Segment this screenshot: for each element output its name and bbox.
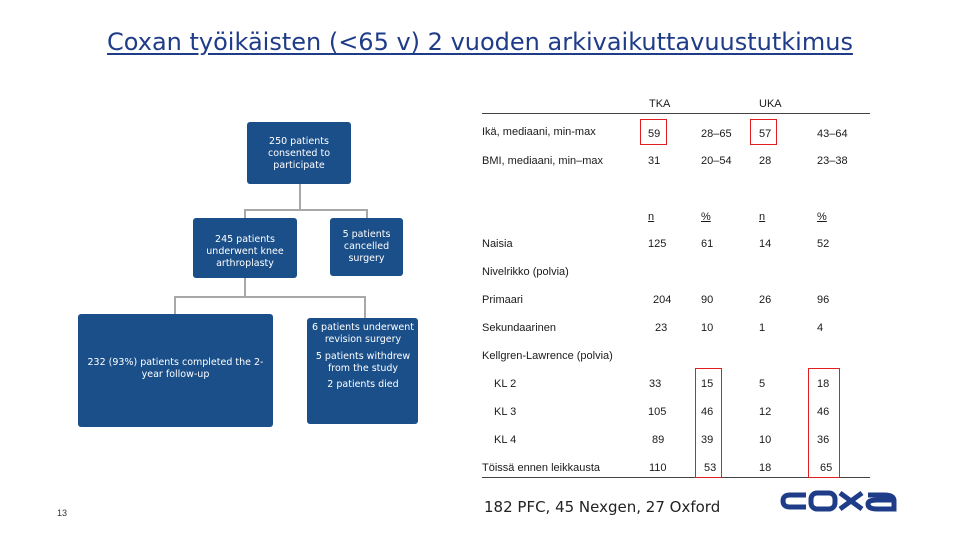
highlight-tka-kl-pct	[695, 368, 722, 478]
row-label-age: Ikä, mediaani, min-max	[482, 126, 596, 138]
connector	[174, 296, 366, 298]
row-label-bmi: BMI, mediaani, min–max	[482, 155, 604, 167]
cell-sekundaarinen-tka-n: 23	[655, 322, 668, 334]
page-number: 13	[57, 508, 68, 518]
header-tka: TKA	[649, 98, 671, 110]
row-label-kl3: KL 3	[494, 406, 517, 418]
cell-kl4-tka-n: 89	[652, 434, 665, 446]
flow-box-completed	[78, 314, 273, 427]
header-uka: UKA	[759, 98, 782, 110]
connector	[244, 278, 246, 298]
cell-primaari-uka-pct: 96	[817, 294, 830, 306]
flow-cancelled-text: 5 patients cancelled surgery	[342, 229, 391, 264]
cell-naisia-uka-n: 14	[759, 238, 772, 250]
cell-kl2-tka-pct: 15	[701, 378, 714, 390]
slide-title: Coxan työikäisten (<65 v) 2 vuoden arkivaikuttavuustutkimus	[107, 28, 853, 56]
implant-summary: 182 PFC, 45 Nexgen, 27 Oxford	[484, 498, 721, 516]
cell-naisia-uka-pct: 52	[817, 238, 830, 250]
row-label-primaari: Primaari	[482, 294, 523, 306]
flow-withdrew-text: 5 patients withdrew from the study	[315, 351, 411, 374]
cell-kl2-uka-n: 5	[759, 378, 766, 390]
cell-kl4-tka-pct: 39	[701, 434, 714, 446]
cell-naisia-tka-n: 125	[648, 238, 667, 250]
connector	[366, 209, 368, 218]
cell-bmi-tka-range: 20–54	[701, 155, 732, 167]
coxa-wordmark-icon	[780, 488, 900, 514]
cell-kl3-uka-n: 12	[759, 406, 772, 418]
highlight-uka-kl-pct	[808, 368, 840, 478]
row-label-naisia: Naisia	[482, 238, 513, 250]
subheader-tka-n: n	[648, 211, 655, 223]
row-label-kl2: KL 2	[494, 378, 517, 390]
cell-age-uka-median: 57	[759, 128, 772, 140]
cell-toissa-uka-pct: 65	[820, 462, 833, 474]
flow-completed-text: 232 (93%) patients completed the 2-year follow-up	[87, 357, 264, 380]
row-label-kellgren-lawrence: Kellgren-Lawrence (polvia)	[482, 350, 613, 362]
cell-age-tka-median: 59	[648, 128, 661, 140]
cell-kl3-tka-n: 105	[648, 406, 667, 418]
row-label-toissa: Töissä ennen leikkausta	[482, 462, 601, 474]
flow-box-consented	[247, 122, 351, 184]
cell-kl3-tka-pct: 46	[701, 406, 714, 418]
connector	[364, 296, 366, 318]
cell-toissa-tka-pct: 53	[704, 462, 717, 474]
row-label-kl4: KL 4	[494, 434, 517, 446]
cell-bmi-uka-median: 28	[759, 155, 772, 167]
cell-kl4-uka-pct: 36	[817, 434, 830, 446]
cell-primaari-tka-n: 204	[653, 294, 672, 306]
highlight-age-tka	[640, 119, 667, 145]
subheader-uka-pct: %	[817, 211, 827, 223]
row-label-nivelrikko: Nivelrikko (polvia)	[482, 266, 569, 278]
connector	[244, 209, 368, 211]
cell-bmi-tka-median: 31	[648, 155, 661, 167]
connector	[244, 209, 246, 218]
cell-age-uka-range: 43–64	[817, 128, 848, 140]
header-rule	[482, 113, 870, 114]
cell-toissa-tka-n: 110	[649, 462, 667, 474]
cell-primaari-tka-pct: 90	[701, 294, 714, 306]
cell-kl4-uka-n: 10	[759, 434, 772, 446]
cell-sekundaarinen-tka-pct: 10	[701, 322, 714, 334]
flow-died-text: 2 patients died	[327, 379, 399, 390]
flow-box-underwent	[193, 218, 297, 278]
flow-revision-text: 6 patients underwent revision surgery	[311, 322, 415, 345]
connector	[174, 296, 176, 314]
cell-age-tka-range: 28–65	[701, 128, 732, 140]
connector	[299, 184, 301, 210]
cell-naisia-tka-pct: 61	[701, 238, 714, 250]
cell-kl2-uka-pct: 18	[817, 378, 830, 390]
cell-toissa-uka-n: 18	[759, 462, 772, 474]
highlight-age-uka	[750, 119, 777, 145]
row-label-sekundaarinen: Sekundaarinen	[482, 322, 557, 334]
flow-box-cancelled	[330, 218, 403, 276]
flow-consented-text: 250 patients consented to participate	[267, 136, 331, 171]
cell-sekundaarinen-uka-pct: 4	[817, 322, 824, 334]
flow-underwent-text: 245 patients underwent knee arthroplasty	[206, 234, 284, 269]
cell-kl2-tka-n: 33	[649, 378, 662, 390]
cell-bmi-uka-range: 23–38	[817, 155, 848, 167]
cell-kl3-uka-pct: 46	[817, 406, 830, 418]
cell-primaari-uka-n: 26	[759, 294, 772, 306]
subheader-uka-n: n	[759, 211, 766, 223]
logo-wordmark	[780, 488, 900, 521]
cell-sekundaarinen-uka-n: 1	[759, 322, 766, 334]
subheader-tka-pct: %	[701, 211, 711, 223]
